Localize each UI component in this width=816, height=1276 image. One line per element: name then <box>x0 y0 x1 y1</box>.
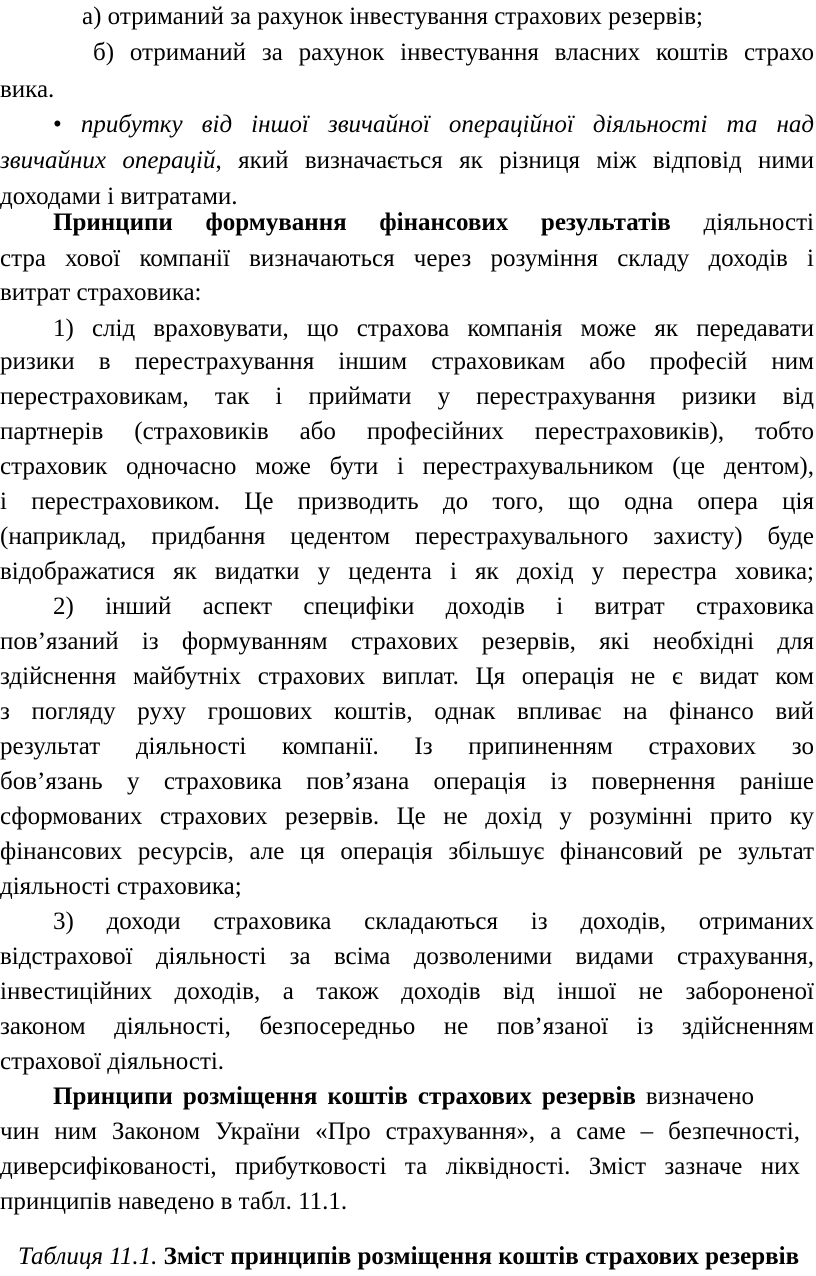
text-run: ризики в перестрахування іншим страховикам або професій ним <box>0 348 814 375</box>
text-run: діяльності <box>670 209 814 236</box>
text-run: Принципи розміщення коштів страхових резервів <box>53 1083 636 1110</box>
text-line <box>0 800 814 834</box>
text-line <box>0 1115 800 1149</box>
text-run: результат діяльності компанії. Із припиненням страхових зо <box>0 733 814 760</box>
text-run: законом діяльності, безпосередньо не пов’язаної із здійсненням <box>0 1013 814 1040</box>
text-line <box>0 73 814 107</box>
text-run: і перестраховиком. Це призводить до того, що одна опера ція <box>0 488 814 515</box>
text-line <box>0 730 814 764</box>
text-run: б) отриманий за рахунок інвестування власних коштів страхо <box>93 39 814 66</box>
text-run: принципів наведено в табл. 11.1. <box>0 1188 348 1215</box>
text-line <box>0 415 814 449</box>
text-line <box>0 0 814 34</box>
text-run: сформованих страхових резервів. Це не дохід у розумінні прито ку <box>0 803 814 830</box>
text-run: • <box>53 111 81 138</box>
text-line <box>0 1150 800 1184</box>
text-run: перестраховикам, так і приймати у перестрахування ризики від <box>0 383 814 410</box>
text-run: партнерів (страховиків або професійних перестраховиків), тобто <box>0 418 814 445</box>
text-line <box>0 36 814 70</box>
text-line <box>0 1080 754 1114</box>
text-line <box>0 312 814 346</box>
text-line <box>0 660 814 694</box>
text-run: доходами і витратами. <box>0 183 238 210</box>
text-run: Принципи формування фінансових результатів <box>53 209 671 236</box>
text-line <box>0 870 814 904</box>
text-line <box>0 520 814 554</box>
text-run: Зміст принципів розміщення коштів страхових резервів <box>163 1243 800 1270</box>
text-run: бов’язань у страховика пов’язана операція із повернення раніше <box>0 768 814 795</box>
text-run: , який визначається як різниця між відповід ними <box>215 147 814 174</box>
text-line <box>0 1010 814 1044</box>
text-run: вика. <box>0 76 55 103</box>
text-line <box>0 555 814 589</box>
text-line <box>0 835 814 869</box>
text-run: страхової діяльності. <box>0 1048 225 1075</box>
text-run: визначено <box>635 1083 754 1110</box>
text-line <box>0 975 814 1009</box>
text-line <box>0 380 814 414</box>
text-line <box>0 276 814 310</box>
text-line <box>0 765 814 799</box>
text-run: страховик одночасно може бути і перестрахувальником (це дентом), <box>0 453 814 480</box>
text-line <box>0 242 814 276</box>
text-line <box>0 1185 814 1219</box>
text-run: звичайних операцій <box>0 147 216 174</box>
text-run: Таблиця 11.1. <box>18 1243 158 1270</box>
text-line <box>0 625 814 659</box>
text-line <box>0 940 814 974</box>
text-line <box>0 905 814 939</box>
text-line <box>0 144 814 178</box>
text-run: відображатися як видатки у цедента і як дохід у перестра ховика; <box>0 558 814 585</box>
text-run: прибутку від іншої звичайної операційної діяльності та над <box>80 111 814 138</box>
text-run: інвестиційних доходів, а також доходів від іншої не забороненої <box>0 978 814 1005</box>
text-run: з погляду руху грошових коштів, однак впливає на фінансо вий <box>0 698 814 725</box>
text-run: а) отриманий за рахунок інвестування страхових резервів; <box>82 3 703 30</box>
text-run: пов’язаний із формуванням страхових резервів, які необхідні для <box>0 628 814 655</box>
text-line <box>0 206 814 240</box>
text-run: 2) інший аспект специфіки доходів і витрат страховика <box>53 593 814 620</box>
text-line <box>0 345 814 379</box>
text-line <box>0 485 814 519</box>
text-run: (наприклад, придбання цедентом перестрахувального захисту) буде <box>0 523 814 550</box>
text-line <box>0 450 814 484</box>
text-run: відстрахової діяльності за всіма дозволеними видами страхування, <box>0 943 814 970</box>
text-run: фінансових ресурсів, але ця операція збільшує фінансовий ре зультат <box>0 838 814 865</box>
text-line <box>0 1240 814 1274</box>
text-run: витрат страховика: <box>0 279 202 306</box>
text-run: діяльності страховика; <box>0 873 242 900</box>
text-run: здійснення майбутніх страхових виплат. Ця операція не є видат ком <box>0 663 814 690</box>
text-run: диверсифікованості, прибутковості та ліквідності. Зміст зазначе них <box>0 1153 800 1180</box>
text-run: 3) доходи страховика складаються із доходів, отриманих <box>53 908 814 935</box>
text-line <box>0 590 814 624</box>
text-run: 1) слід враховувати, що страхова компанія може як передавати <box>53 315 814 342</box>
text-line <box>0 1045 814 1079</box>
text-run: стра хової компанії визначаються через розуміння складу доходів і <box>0 245 814 272</box>
text-line <box>0 108 814 142</box>
text-run: чин ним Законом України «Про страхування», а саме – безпечності, <box>0 1118 800 1145</box>
text-line <box>0 695 814 729</box>
